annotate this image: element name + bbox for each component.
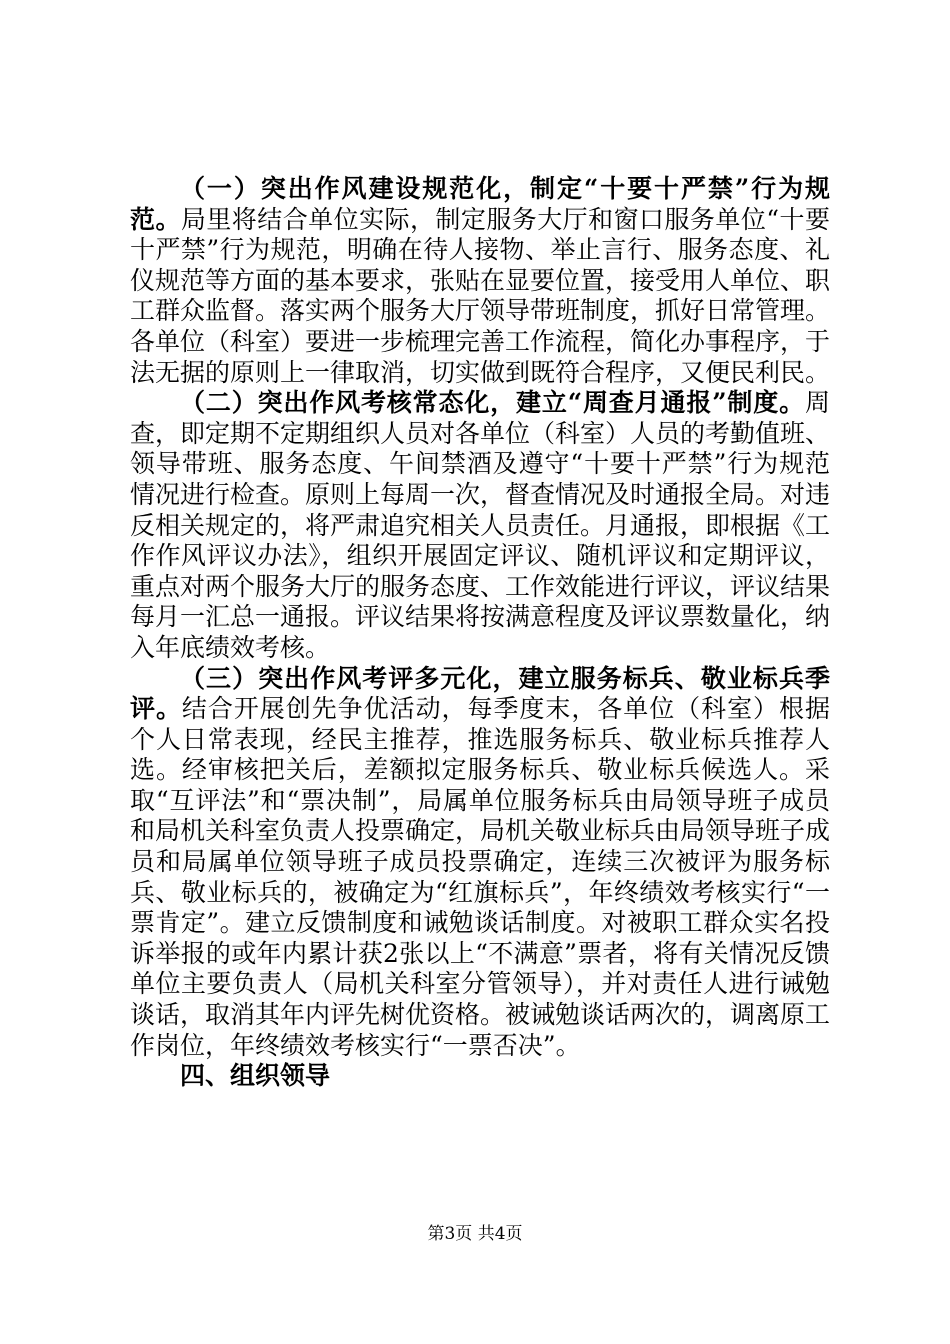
page-footer [0,1224,950,1244]
paragraph-3-lead: （三）突出作风考评多元化，建立服务标兵、敬业标兵季评。 [130,663,830,724]
paragraph-2 [130,388,830,663]
paragraph-1-lead: （一）突出作风建设规范化，制定“十要十严禁”行为规范。 [130,174,830,234]
page-number: 第3页 共4页 [427,1224,523,1244]
paragraph-1 [130,174,830,388]
paragraph-1-body: 局里将结合单位实际，制定服务大厅和窗口服务单位“十要十严禁”行为规范，明确在待人接物、举止言行、服务态度、礼仪规范等方面的基本要求，张贴在显要位置，接受用人单位、职工群众监督。落实两个服务大厅领导带班制度，抓好日常管理。各单位（科室）要进一步梳理完善工作流程，简化办事程序，于法无据的原则上一律取消，切实做到既符合程序，又便民利民。 [130,204,831,387]
section-heading: 四、组织领导 [180,1061,331,1091]
document-body [130,174,830,1092]
paragraph-2-lead: （二）突出作风考核常态化，建立“周查月通报”制度。 [180,388,805,418]
paragraph-3-body: 结合开展创先争优活动，每季度末，各单位（科室）根据个人日常表现，经民主推荐，推选服务标兵、敬业标兵推荐人选。经审核把关后，差额拟定服务标兵、敬业标兵候选人。采取“互评法”和“票决制”，局属单位服务标兵由局领导班子成员和局机关科室负责人投票确定，局机关敬业标兵由局领导班子成员和局属单位领导班子成员投票确定，连续三次被评为服务标兵、敬业标兵的，被确定为“红旗标兵”，年终绩效考核实行“一票肯定”。建立反馈制度和诫勉谈话制度。对被职工群众实名投诉举报的或年内累计获2张以上“不满意”票者，将有关情况反馈单位主要负责人（局机关科室分管领导），并对责任人进行诫勉谈话，取消其年内评先树优资格。被诫勉谈话两次的，调离原工作岗位，年终绩效考核实行“一票否决”。 [130,694,831,1060]
paragraph-2-body: 周查，即定期不定期组织人员对各单位（科室）人员的考勤值班、领导带班、服务态度、午间禁酒及遵守“十要十严禁”行为规范情况进行检查。原则上每周一次，督查情况及时通报全局。对违反相关规定的，将严肃追究相关人员责任。月通报，即根据《工作作风评议办法》，组织开展固定评议、随机评议和定期评议，重点对两个服务大厅的服务态度、工作效能进行评议，评议结果每月一汇总一通报。评议结果将按满意程度及评议票数量化，纳入年底绩效考核。 [130,388,831,662]
paragraph-3 [130,664,830,1062]
